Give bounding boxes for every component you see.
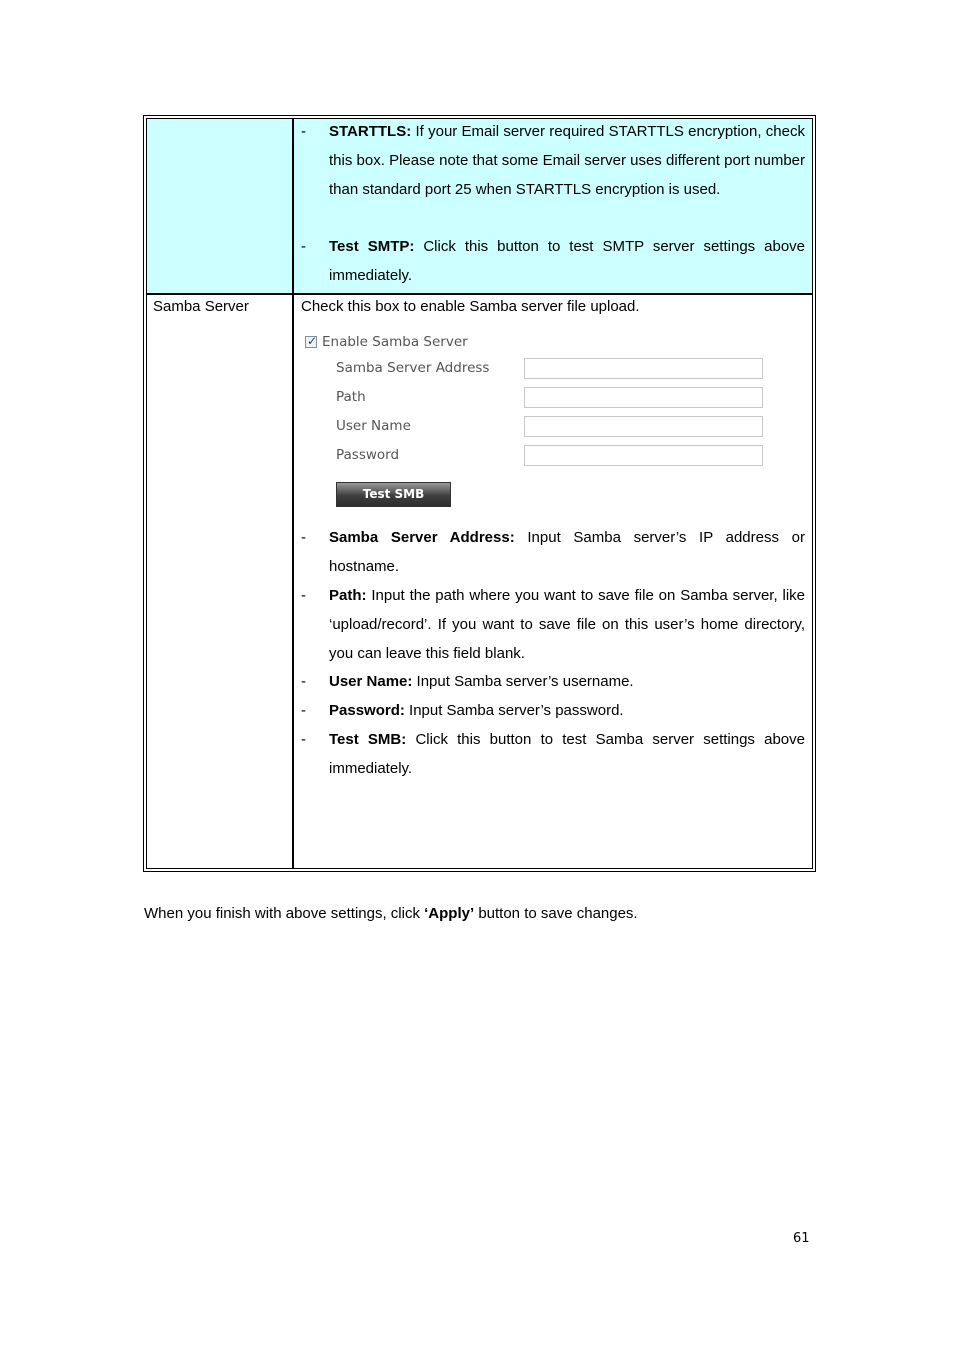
column-divider xyxy=(292,119,294,868)
bullet-term: Test SMB: xyxy=(329,731,407,748)
bullet-term: User Name: xyxy=(329,673,413,690)
row-label-samba-server: Samba Server xyxy=(153,298,249,315)
apply-keyword: ‘Apply’ xyxy=(424,905,475,922)
bullet-text: If your Email server required STARTTLS encryption, check this box. Please note that some Email server uses different port number than standard port 25 when STARTTLS encryption is used. xyxy=(329,123,805,198)
bullet-dash: - xyxy=(301,123,306,140)
password-label: Password xyxy=(336,447,400,463)
path-label: Path xyxy=(336,389,366,405)
apply-instruction xyxy=(144,905,638,922)
apply-instruction-tail: button to save changes. xyxy=(474,905,638,922)
bullet-dash: - xyxy=(301,238,306,255)
bullet-text: Input Samba server’s username. xyxy=(412,673,634,690)
page-number: 61 xyxy=(793,1231,810,1246)
bullet-text: Input the path where you want to save file on Samba server, like ‘upload/record’. If you want to save file on this user’s home directory, you can leave this field blank. xyxy=(329,587,805,662)
bullet-dash: - xyxy=(301,587,306,604)
bullet-term: Path: xyxy=(329,587,367,604)
samba-address-input[interactable] xyxy=(524,358,763,379)
user-name-input[interactable] xyxy=(524,416,763,437)
bullet-text: Click this button to test Samba server settings above immediately. xyxy=(329,731,805,777)
samba-intro-text: Check this box to enable Samba server file upload. xyxy=(301,298,640,315)
bullet-text: Click this button to test SMTP server settings above immediately. xyxy=(329,238,806,284)
enable-samba-checkbox[interactable] xyxy=(305,336,317,348)
enable-samba-label: Enable Samba Server xyxy=(322,334,468,350)
bullet-dash: - xyxy=(301,731,306,748)
bullet-dash: - xyxy=(301,673,306,690)
apply-instruction-text: When you finish with above settings, click xyxy=(144,905,425,922)
bullet-text: Input Samba server’s IP address or hostname. xyxy=(329,529,805,575)
bullet-term: STARTTLS: xyxy=(329,123,412,140)
bullet-term: Password: xyxy=(329,702,405,719)
password-input[interactable] xyxy=(524,445,763,466)
bullet-term: Test SMTP: xyxy=(329,238,415,255)
user-name-label: User Name xyxy=(336,418,411,434)
row-divider xyxy=(147,293,812,295)
bullet-text: Input Samba server’s password. xyxy=(404,702,624,719)
test-smb-button[interactable]: Test SMB xyxy=(336,482,451,507)
bullet-term: Samba Server Address: xyxy=(329,529,515,546)
samba-address-label: Samba Server Address xyxy=(336,360,490,376)
bullet-dash: - xyxy=(301,702,306,719)
checkmark-icon: ✓ xyxy=(307,334,318,348)
bullet-dash: - xyxy=(301,529,306,546)
path-input[interactable] xyxy=(524,387,763,408)
